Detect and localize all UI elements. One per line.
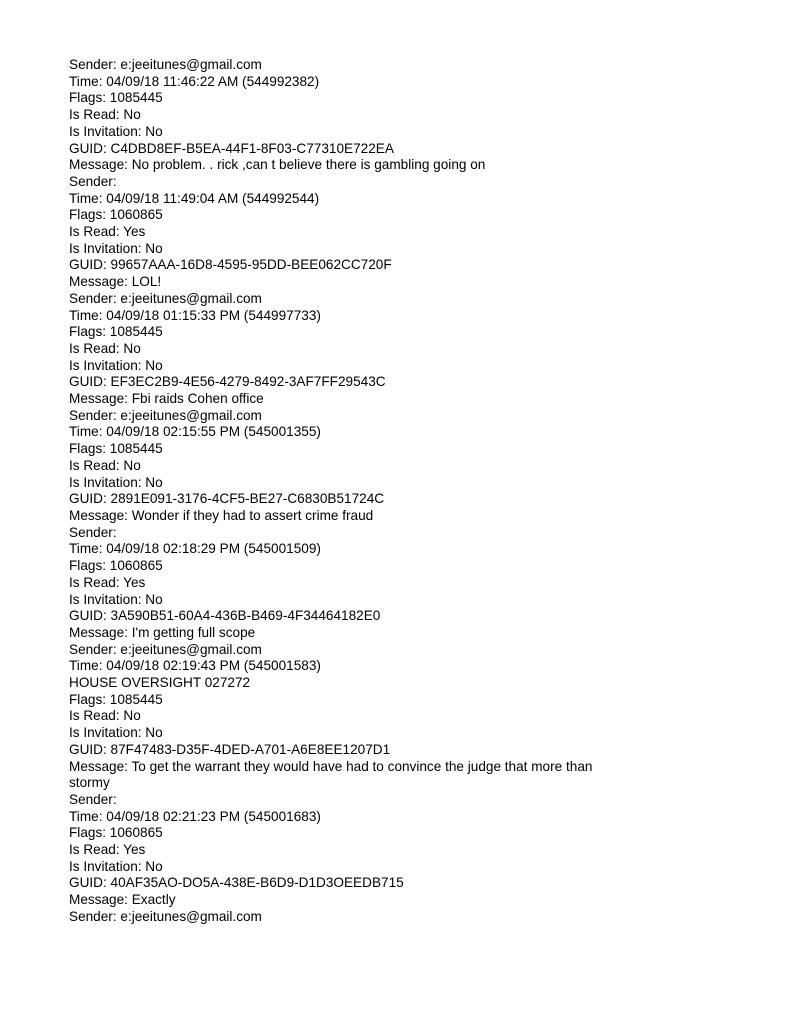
text-line: Sender: [69,173,117,189]
text-line: Flags: 1085445 [69,324,163,340]
text-line: Flags: 1060865 [69,558,163,574]
text-line: Message: Wonder if they had to assert crime fraud [69,507,374,523]
text-line: Time: 04/09/18 02:19:43 PM (545001583) [69,658,321,674]
text-line: Message: No problem. . rick ,can t believe there is gambling going on [69,157,486,173]
text-line: Sender: e:jeeitunes@gmail.com [69,57,262,72]
text-line: Time: 04/09/18 02:18:29 PM (545001509) [69,541,321,557]
text-line: Is Invitation: No [69,357,163,373]
text-line: Is Read: Yes [69,574,146,590]
text-line: Flags: 1085445 [69,441,163,457]
text-line: Sender: [69,524,117,540]
text-line: Is Read: No [69,107,141,123]
text-line: GUID: EF3EC2B9-4E56-4279-8492-3AF7FF29543C [69,374,386,390]
text-line: Message: LOL! [69,274,162,290]
text-line: Time: 04/09/18 11:49:04 AM (544992544) [69,190,320,206]
text-line: Is Invitation: No [69,858,163,874]
text-line: Sender: e:jeeitunes@gmail.com [69,908,262,924]
text-line: Is Read: No [69,340,141,356]
text-line: Sender: e:jeeitunes@gmail.com [69,290,262,306]
text-line: GUID: 99657AAA-16D8-4595-95DD-BEE062CC720F [69,257,392,273]
text-line: GUID: 87F47483-D35F-4DED-A701-A6E8EE1207D1 [69,741,391,757]
text-line: Message: Exactly [69,892,176,908]
text-line: GUID: 3A590B51-60A4-436B-B469-4F34464182E0 [69,608,381,624]
text-line: stormy [69,775,110,791]
text-line: Time: 04/09/18 02:21:23 PM (545001683) [69,808,321,824]
document-page [69,57,669,926]
text-line: Is Invitation: No [69,591,163,607]
text-line: Time: 04/09/18 11:46:22 AM (544992382) [69,73,320,89]
text-line: Sender: e:jeeitunes@gmail.com [69,407,262,423]
text-line: Flags: 1060865 [69,207,163,223]
text-line: Flags: 1085445 [69,691,163,707]
text-line: Is Read: Yes [69,224,146,240]
text-line: Time: 04/09/18 01:15:33 PM (544997733) [69,307,321,323]
text-line: Sender: [69,791,117,807]
text-line: Is Read: No [69,457,141,473]
text-line: Message: Fbi raids Cohen office [69,391,264,407]
text-line: Is Invitation: No [69,725,163,741]
text-line: Sender: e:jeeitunes@gmail.com [69,641,262,657]
text-line: Is Read: Yes [69,842,146,858]
text-line: Is Invitation: No [69,474,163,490]
text-line: Is Invitation: No [69,123,163,139]
text-line: Flags: 1085445 [69,90,163,106]
text-line: Is Read: No [69,708,141,724]
text-line: GUID: 2891E091-3176-4CF5-BE27-C6830B51724C [69,491,385,507]
text-line: Message: To get the warrant they would have had to convince the judge that more than [69,758,593,774]
bates-stamp: HOUSE OVERSIGHT 027272 [69,675,251,691]
text-line: GUID: C4DBD8EF-B5EA-44F1-8F03-C77310E722EA [69,140,394,156]
text-line: Is Invitation: No [69,240,163,256]
text-line: Flags: 1060865 [69,825,163,841]
text-line: Time: 04/09/18 02:15:55 PM (545001355) [69,424,321,440]
text-line: GUID: 40AF35AO-DO5A-438E-B6D9-D1D3OEEDB715 [69,875,404,891]
text-line: Message: I'm getting full scope [69,624,256,640]
